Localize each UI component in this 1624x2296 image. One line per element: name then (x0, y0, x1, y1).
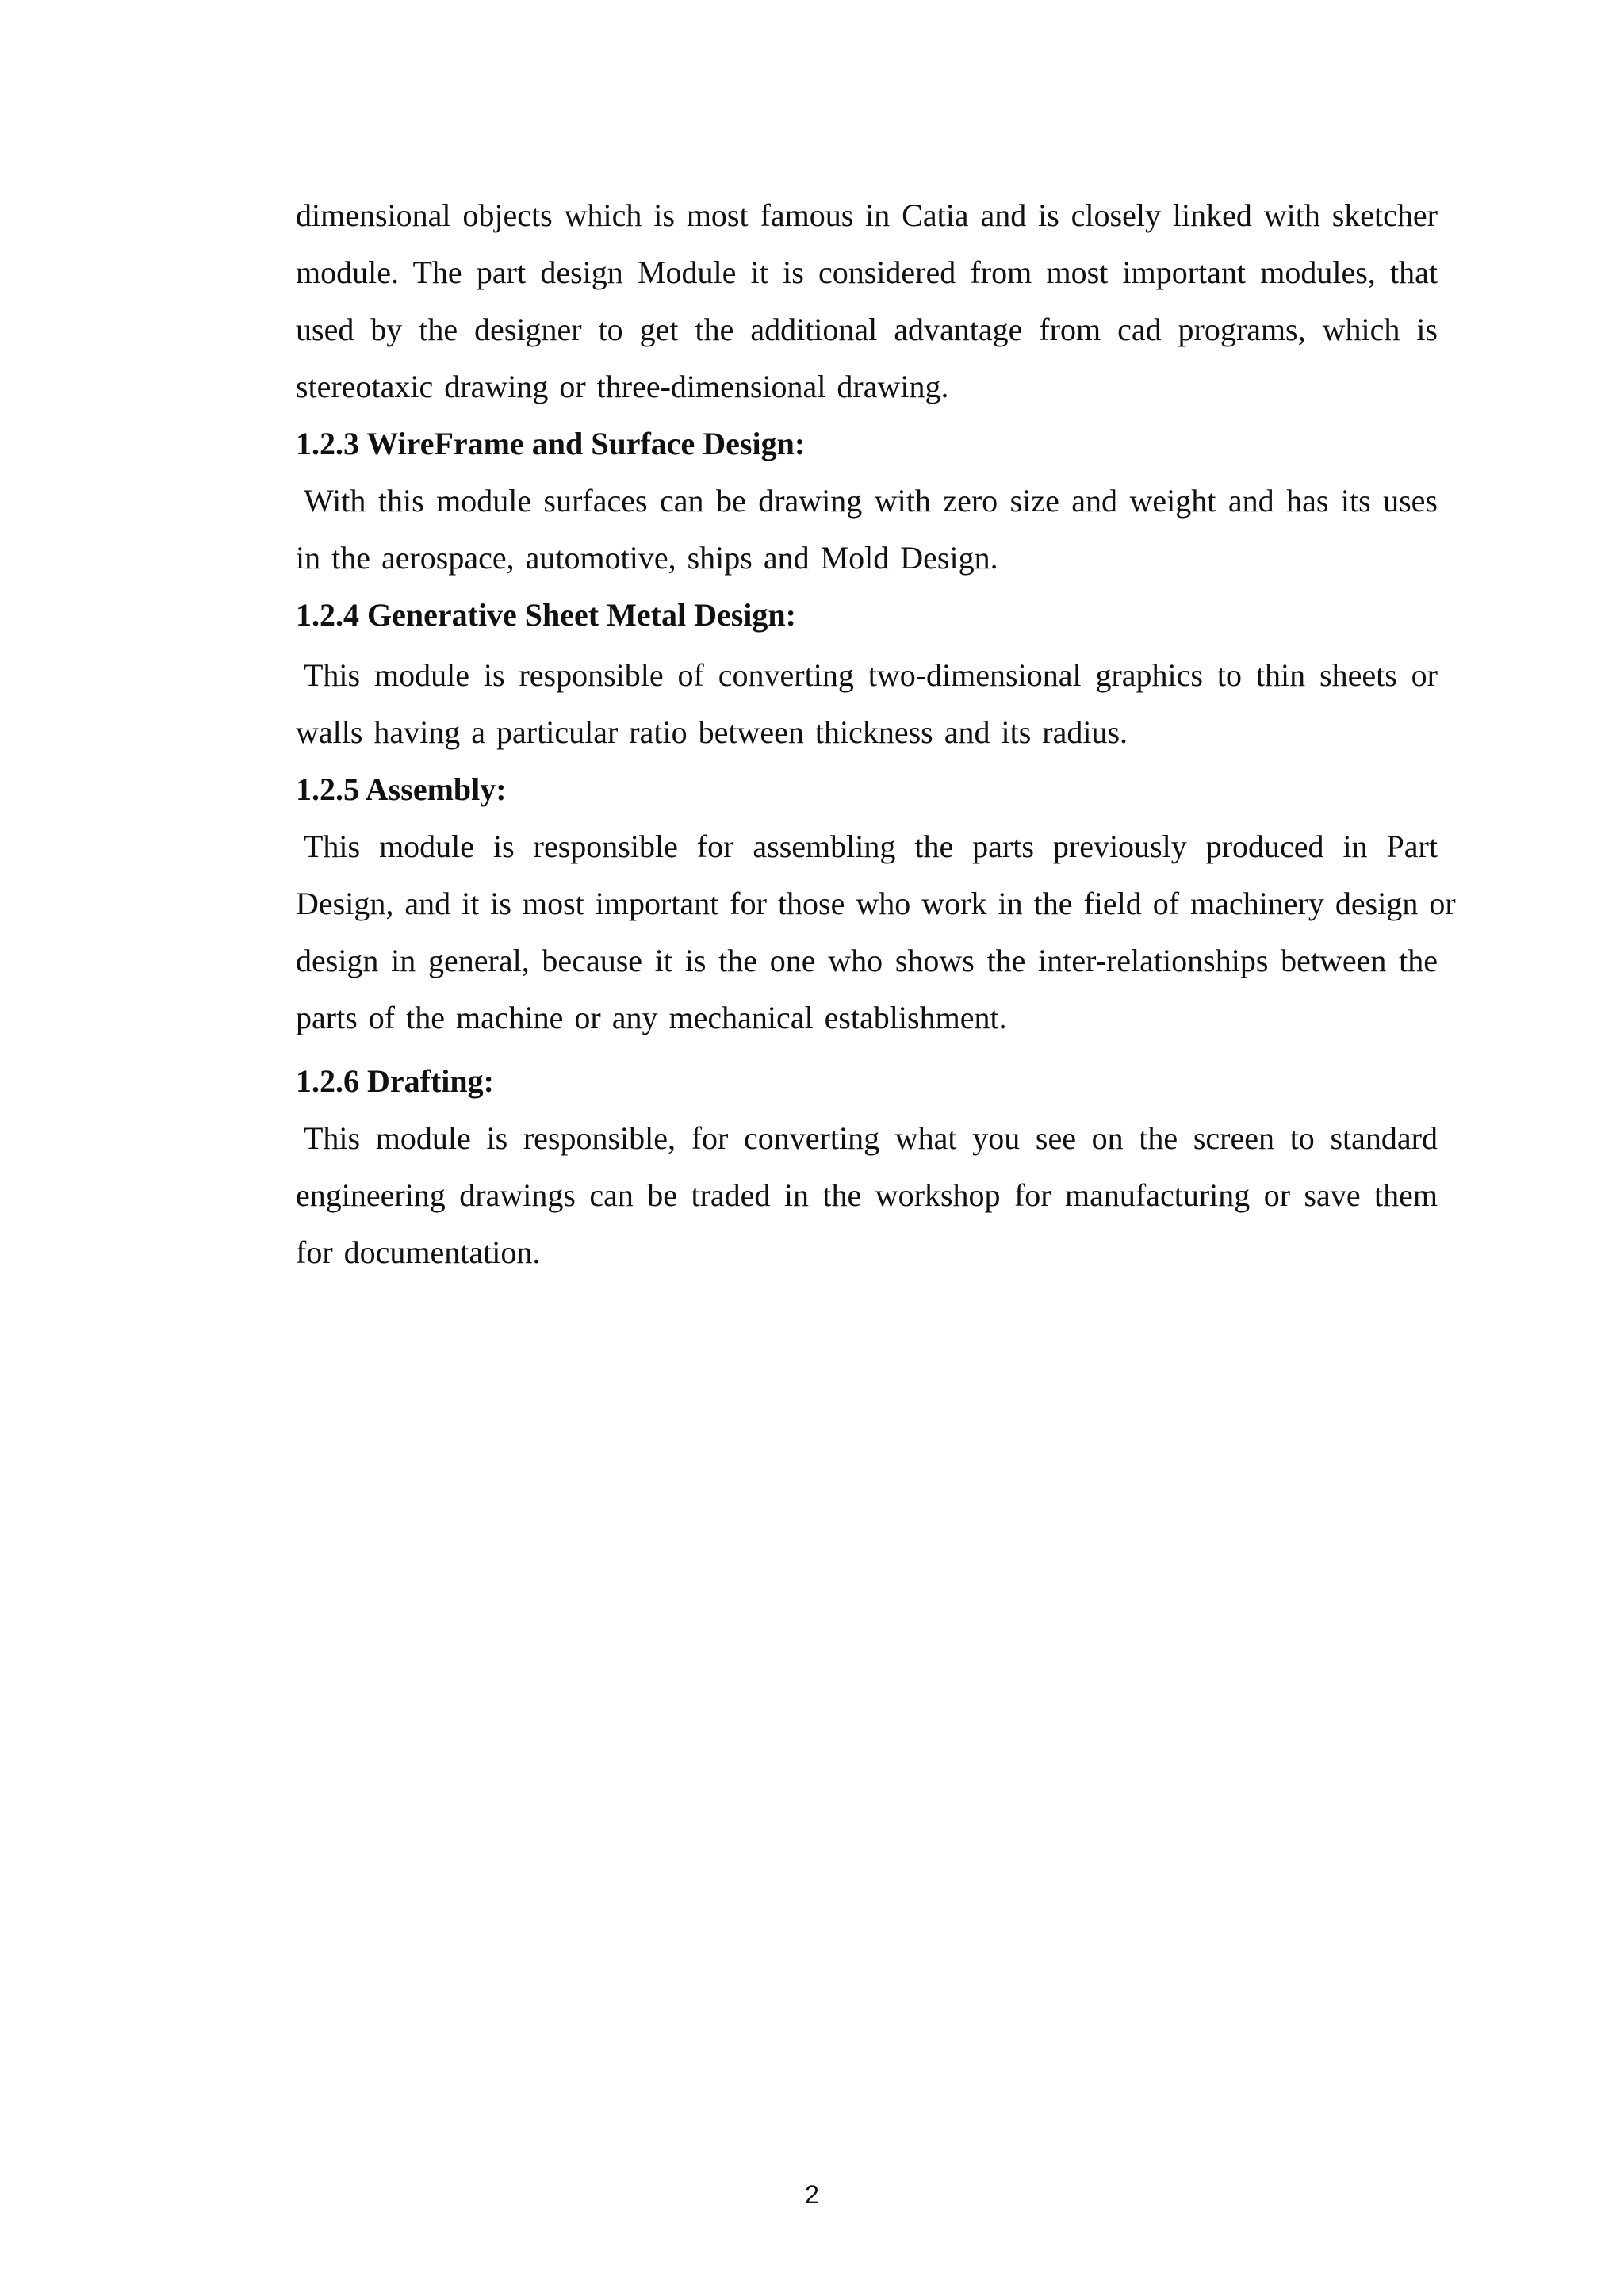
section-heading: 1.2.4 Generative Sheet Metal Design: (296, 597, 796, 633)
paragraph-line: parts of the machine or any mechanical establishment. (296, 1000, 1007, 1035)
paragraph-line: Design, and it is most important for those who work in the field of machinery design or (296, 886, 1456, 921)
section-wireframe-surface-design (296, 415, 1438, 587)
section-heading: 1.2.5 Assembly: (296, 771, 507, 807)
paragraph-line: This module is responsible, for converting what you see on the screen to standard (304, 1120, 1438, 1156)
section-heading: 1.2.3 WireFrame and Surface Design: (296, 426, 806, 461)
paragraph-line: stereotaxic drawing or three-dimensional drawing. (296, 369, 949, 404)
paragraph-line: module. The part design Module it is considered from most important modules, that (296, 254, 1438, 290)
intro-paragraph (296, 187, 1438, 415)
paragraph-line: for documentation. (296, 1234, 541, 1270)
paragraph-line: walls having a particular ratio between thickness and its radius. (296, 714, 1128, 750)
section-heading: 1.2.6 Drafting: (296, 1063, 494, 1099)
paragraph-line: used by the designer to get the additional advantage from cad programs, which is (296, 312, 1438, 347)
section-generative-sheet-metal-design (296, 587, 1438, 761)
paragraph-line: in the aerospace, automotive, ships and Mold Design. (296, 540, 998, 576)
page-body (296, 187, 1456, 1281)
paragraph-line: design in general, because it is the one who shows the inter-relationships between the (296, 943, 1438, 978)
paragraph-line: With this module surfaces can be drawing with zero size and weight and has its uses (304, 483, 1438, 519)
paragraph-line: This module is responsible for assembling the parts previously produced in Part (304, 828, 1438, 864)
paragraph-line: dimensional objects which is most famous in Catia and is closely linked with sketcher (296, 197, 1438, 233)
paragraph-line: engineering drawings can be traded in the workshop for manufacturing or save them (296, 1177, 1438, 1213)
section-assembly (296, 761, 1456, 1047)
paragraph-line: This module is responsible of converting two-dimensional graphics to thin sheets or (304, 657, 1438, 693)
section-drafting (296, 1053, 1438, 1281)
page-number: 2 (805, 2180, 819, 2209)
